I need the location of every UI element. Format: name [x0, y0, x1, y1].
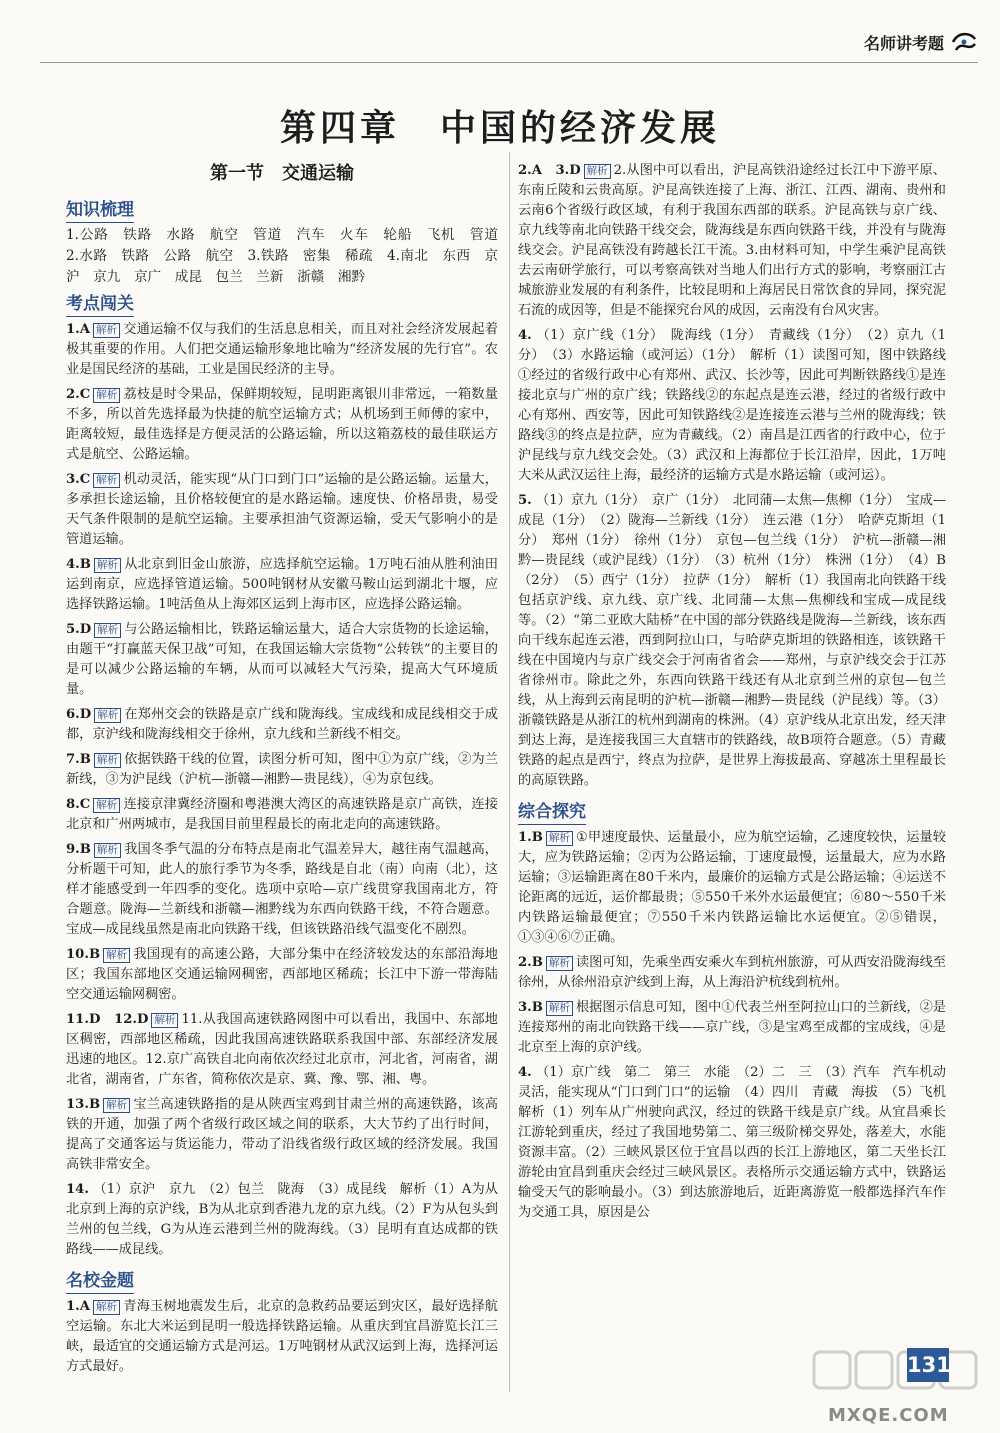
answer-item	[518, 491, 946, 791]
answer-text: （1）京广线 第二 第三 水能 （2）二 三 （3）汽车 汽车机动灵活，能实现从“门口到门口”的运输 （4）四川 青藏 海拔 （5）飞机 解析（1）列车从广州驶向武汉，经过的铁路干线是京广线。从宜昌乘长江游轮到重庆，经过了我国地势第二、第三级阶梯交界处，落差大，水能资源丰富。（2）三峡风景区位于宜昌以西的长江上游地区，第二天坐长江游轮由宜昌到重庆会经过三峡风景区。表格所示交通运输方式中，铁路运输受天气的影响最小。（3）到达旅游地后，近距离游览一般都选择汽车作为交通工具，原因是公	[518, 1065, 960, 1220]
column-divider	[509, 152, 510, 1392]
zonghe-list	[518, 828, 960, 1223]
answer-text: 2.从图中可以看出，沪昆高铁沿途经过长江中下游平原、东南丘陵和云贵高原。沪昆高铁连接了上海、浙江、江西、湖南、贵州和云南6个省级行政区域，有利于我国东西部的联系。沪昆高铁与京广线、京九线等南北向铁路干线交会，陇海线是东西向铁路干线，并没有与陇海线交会。沪昆高铁没有跨越长江干流。3.由材料可知，中学生乘沪昆高铁去云南研学旅行，可以考察高铁对当地人们出行方式的影响，考察丽江古城旅游业发展的有利条件，比较昆明和上海居民日常饮食的异同，探究泥石流的成因等，但是不能探究台风的成因，云南没有台风灾害。	[518, 163, 946, 318]
analysis-tag: 解析	[546, 1001, 573, 1016]
heading-knowledge: 知识梳理	[66, 200, 134, 223]
answer-item	[66, 385, 498, 465]
page-number: 131	[907, 1348, 949, 1382]
answer-number: 4.	[518, 328, 532, 343]
brand-logo-icon	[950, 30, 978, 54]
answer-number: 5.	[518, 493, 532, 508]
answer-item	[66, 1297, 498, 1377]
mingxiao-list-continued	[518, 161, 946, 791]
answer-item	[518, 998, 946, 1058]
answer-text: 我国现有的高速公路，大部分集中在经济较发达的东部沿海地区；我国东部地区交通运输网稠密，西部地区稀疏；长江中下游一带海陆空交通运输网稠密。	[66, 947, 498, 1002]
answer-text: ①甲速度最快、运量最小，应为航空运输，乙速度较快，运量较大，应为铁路运输；②丙为公路运输，丁速度最慢，运量最大，应为水路运输；③运输距离在80千米内，最廉价的运输方式是公路运输；④运送不论距离的远近，运价都最贵；⑤550千米外水运最便宜；⑥80～550千米内铁路运输最便宜；⑦550千米内铁路运输比水运便宜。②⑤错误，①③④⑥⑦正确。	[518, 830, 946, 945]
header-rule	[40, 62, 978, 63]
analysis-tag: 解析	[103, 1098, 130, 1113]
mingxiao-list-start	[66, 1297, 498, 1377]
answer-number: 11.D 12.D	[66, 1012, 149, 1027]
brand	[864, 30, 978, 54]
analysis-tag: 解析	[93, 1300, 120, 1315]
answer-number: 10.B	[66, 947, 101, 962]
answer-text: （1）京沪 京九 （2）包兰 陇海 （3）成昆线 解析（1）A为从北京到上海的京沪线，B为从北京到香港九龙的京九线。（2）F为从包头到兰州的包兰线，G为从连云港到兰州的陇海线。（3）昆明有直达成都的铁路线——成昆线。	[66, 1182, 498, 1257]
answer-text: 我国冬季气温的分布特点是南北气温差异大，越往南气温越高，分析题干可知，此人的旅行季节为冬季，路线是自北（南）向南（北），这样才能感受到一年四季的变化。选项中京哈—京广线贯穿我国南北方，符合题意。陇海—兰新线和浙赣—湘黔线为东西向铁路干线，不符合题意。宝成—成昆线虽然是南北向铁路干线，但该铁路沿线气温变化不剧烈。	[66, 842, 498, 937]
answer-number: 1.A	[66, 322, 90, 337]
analysis-tag: 解析	[93, 798, 120, 813]
answer-text: （1）京九（1分） 京广（1分） 北同蒲—太焦—焦柳（1分） 宝成—成昆（1分） （2）陇海—兰新线（1分） 连云港（1分） 哈萨克斯坦（1分） 郑州（1分） 徐州（1分） 京包—包兰线（1分） 沪杭—浙赣—湘黔—贵昆线（或沪昆线）（1分） （3）杭州（1分） 株洲（1分） （4）B（2分） （5）西宁（1分） 拉萨（1分） 解析（1）我国南北向铁路干线包括京沪线、京九线、京广线、北同蒲—太焦—焦柳线和宝成—成昆线等。（2）“第二亚欧大陆桥”在中国的部分铁路线是陇海—兰新线，该东西向干线东起连云港，西到阿拉山口，与哈萨克斯坦的铁路相连，该铁路干线在中国境内与京广线交会于河南省省会——郑州，与京沪线交会于江苏省徐州市。除此之外，东西向铁路干线还有从北京到兰州的京包—包兰线，从上海到云南昆明的沪杭—浙赣—湘黔—贵昆线（沪昆线）等。（3）浙赣铁路是从浙江的杭州到湖南的株洲。（4）京沪线从北京出发，经天津到达上海，是连接我国三大直辖市的铁路线，故B项符合题意。（5）青藏铁路的起点是西宁，终点为拉萨，是世界上海拔最高、穿越冻土里程最长的高原铁路。	[518, 493, 946, 788]
answer-item	[66, 470, 498, 550]
answer-item	[66, 1095, 498, 1175]
analysis-tag: 解析	[546, 956, 573, 971]
answer-item	[66, 945, 498, 1005]
answer-text: 与公路运输相比，铁路运输运量大，适合大宗货物的长途运输，由题干“打赢蓝天保卫战”可知，在我国运输大宗货物“公转铁”的主要目的是可以减少公路运输的车辆，从而可以减轻大气污染，提高大气环境质量。	[66, 622, 498, 697]
chapter-title: 第四章 中国的经济发展	[279, 108, 720, 149]
brand-name: 名师讲考题	[863, 33, 944, 53]
analysis-tag: 解析	[94, 843, 121, 858]
answer-number: 9.B	[66, 842, 91, 857]
heading-zonghe: 综合探究	[518, 802, 586, 825]
analysis-tag: 解析	[103, 948, 130, 963]
answer-item	[66, 555, 498, 615]
answer-text: 交通运输不仅与我们的生活息息相关，而且对社会经济发展起着极其重要的作用。人们把交通运输形象地比喻为“经济发展的先行官”。农业是国民经济的基础，工业是国民经济的主导。	[66, 322, 498, 377]
answer-number: 14.	[66, 1182, 89, 1197]
analysis-tag: 解析	[93, 473, 120, 488]
answer-item	[66, 795, 498, 835]
answer-number: 1.A	[66, 1299, 90, 1314]
answer-text: 根据图示信息可知，图中①代表兰州至阿拉山口的兰新线，②是连接郑州的南北向铁路干线——京广线，③是宝鸡至成都的宝成线，④是北京至上海的京沪线。	[518, 1000, 946, 1055]
section-title: 第一节 交通运输	[210, 163, 354, 184]
answer-number: 7.B	[66, 752, 91, 767]
analysis-tag: 解析	[151, 1013, 178, 1028]
answer-item	[518, 161, 946, 321]
answer-number: 8.C	[66, 797, 91, 812]
kaodian-list	[66, 320, 498, 1260]
watermark-text: MXQE.COM	[828, 1405, 949, 1426]
analysis-tag: 解析	[94, 623, 121, 638]
answer-text: 读图可知，先乘坐西安乘火车到杭州旅游，可从西安沿陇海线至徐州，从徐州沿京沪线到上海，从上海沿沪杭线到杭州。	[518, 955, 946, 990]
answer-text: 青海玉树地震发生后，北京的急救药品要运到灾区，最好选择航空运输。东北大米运到昆明一般选择铁路运输。从重庆到宜昌游览长江三峡，最适宜的交通运输方式是河运。1万吨钢材从武汉运到上海，选择河运方式最好。	[66, 1299, 498, 1374]
answer-number: 6.D	[66, 707, 92, 722]
answer-item	[518, 953, 946, 993]
answer-number: 2.B	[518, 955, 543, 970]
answer-text: 连接京津冀经济圈和粤港澳大湾区的高速铁路是京广高铁，连接北京和广州两城市，是我国目前里程最长的南北走向的高速铁路。	[66, 797, 498, 832]
knowledge-summary: 1.公路 铁路 水路 航空 管道 汽车 火车 轮船 飞机 管道 2.水路 铁路 公路 航空 3.铁路 密集 稀疏 4.南北 东西 京沪 京九 京广 成昆 包兰 兰新 浙赣 湘黔	[66, 227, 512, 285]
answer-number: 4.B	[66, 557, 91, 572]
answer-item	[66, 620, 498, 700]
answer-text: 在郑州交会的铁路是京广线和陇海线。宝成线和成昆线相交于成都，京沪线和陇海线相交于徐州，京九线和兰新线不相交。	[66, 707, 498, 742]
answer-number: 4.	[518, 1065, 532, 1080]
heading-kaodian: 考点闯关	[66, 294, 134, 317]
answer-item	[66, 705, 498, 745]
analysis-tag: 解析	[94, 558, 121, 573]
answer-item	[66, 1180, 498, 1260]
analysis-tag: 解析	[94, 753, 121, 768]
answer-item	[518, 828, 946, 948]
answer-item	[66, 840, 498, 940]
answer-item	[66, 750, 498, 790]
answer-number: 1.B	[518, 830, 543, 845]
answer-number: 2.A 3.D	[518, 163, 581, 178]
answer-text: 从北京到旧金山旅游，应选择航空运输。1万吨石油从胜利油田运到南京，应选择管道运输。500吨钢材从安徽马鞍山运到湖北十堰，应选择铁路运输。1吨活鱼从上海郊区运到上海市区，应选择公路运输。	[66, 557, 498, 612]
answer-text: 宝兰高速铁路指的是从陕西宝鸡到甘肃兰州的高速铁路，该高铁的开通，加强了两个省级行政区域之间的联系，大大节约了出行时间，提高了交通客运与货运能力，带动了沿线省级行政区域的经济发展。我国高铁非常安全。	[66, 1097, 498, 1172]
right-column	[518, 160, 960, 1228]
left-column	[66, 152, 512, 1382]
answer-item	[518, 326, 946, 486]
answer-number: 3.C	[66, 472, 91, 487]
heading-mingxiao: 名校金题	[66, 1271, 134, 1294]
analysis-tag: 解析	[546, 831, 573, 846]
analysis-tag: 解析	[93, 388, 120, 403]
answer-text: 机动灵活，能实现“从门口到门口”运输的是公路运输。运量大，多承担长途运输，且价格较便宜的是水路运输。速度快、价格昂贵，易受天气条件限制的是航空运输。主要承担油气资源运输，受天气影响小的是管道运输。	[66, 472, 498, 547]
answer-item	[518, 1063, 960, 1223]
answer-number: 3.B	[518, 1000, 543, 1015]
answer-number: 2.C	[66, 387, 91, 402]
answer-text: 11.从我国高速铁路网图中可以看出，我国中、东部地区稠密，西部地区稀疏，因此我国高速铁路联系我国中部、东部经济发展迅速的地区。12.京广高铁自北向南依次经过北京市，河北省，河南省，湖北省，湖南省，广东省，简称依次是京、冀、豫、鄂、湘、粤。	[66, 1012, 498, 1087]
analysis-tag: 解析	[94, 708, 121, 723]
analysis-tag: 解析	[584, 164, 611, 179]
answer-text: 依据铁路干线的位置，读图分析可知，图中①为京广线，②为兰新线，③为沪昆线（沪杭—浙赣—湘黔—贵昆线），④为京包线。	[66, 752, 498, 787]
answer-number: 13.B	[66, 1097, 101, 1112]
answer-number: 5.D	[66, 622, 92, 637]
answer-text: （1）京广线（1分） 陇海线（1分） 青藏线（1分） （2）京九（1分） （3）水路运输（或河运）（1分） 解析（1）读图可知，图中铁路线①经过的省级行政中心有郑州、武汉、长沙等，因此可判断铁路线①是连接北京与广州的京广线；铁路线②的东起点是连云港，经过的省级行政中心有郑州、西安等，因此可知铁路线②是连接连云港与兰州的陇海线；铁路线③的终点是拉萨，应为青藏线。（2）南昌是江西省的行政中心，位于沪昆线与京九线交会处。（3）武汉和上海都位于长江沿岸，因此，1万吨大米从武汉运往上海，最经济的运输方式是水路运输（或河运）。	[518, 328, 946, 483]
answer-item	[66, 320, 498, 380]
analysis-tag: 解析	[93, 323, 120, 338]
answer-text: 荔枝是时令果品，保鲜期较短，昆明距离银川非常远，一箱数量不多，所以首先选择最为快捷的航空运输方式；从机场到王师傅的家中，距离较短，最佳选择是方便灵活的公路运输，所以这箱荔枝的最佳联运方式是航空、公路运输。	[66, 387, 498, 462]
answer-item	[66, 1010, 498, 1090]
